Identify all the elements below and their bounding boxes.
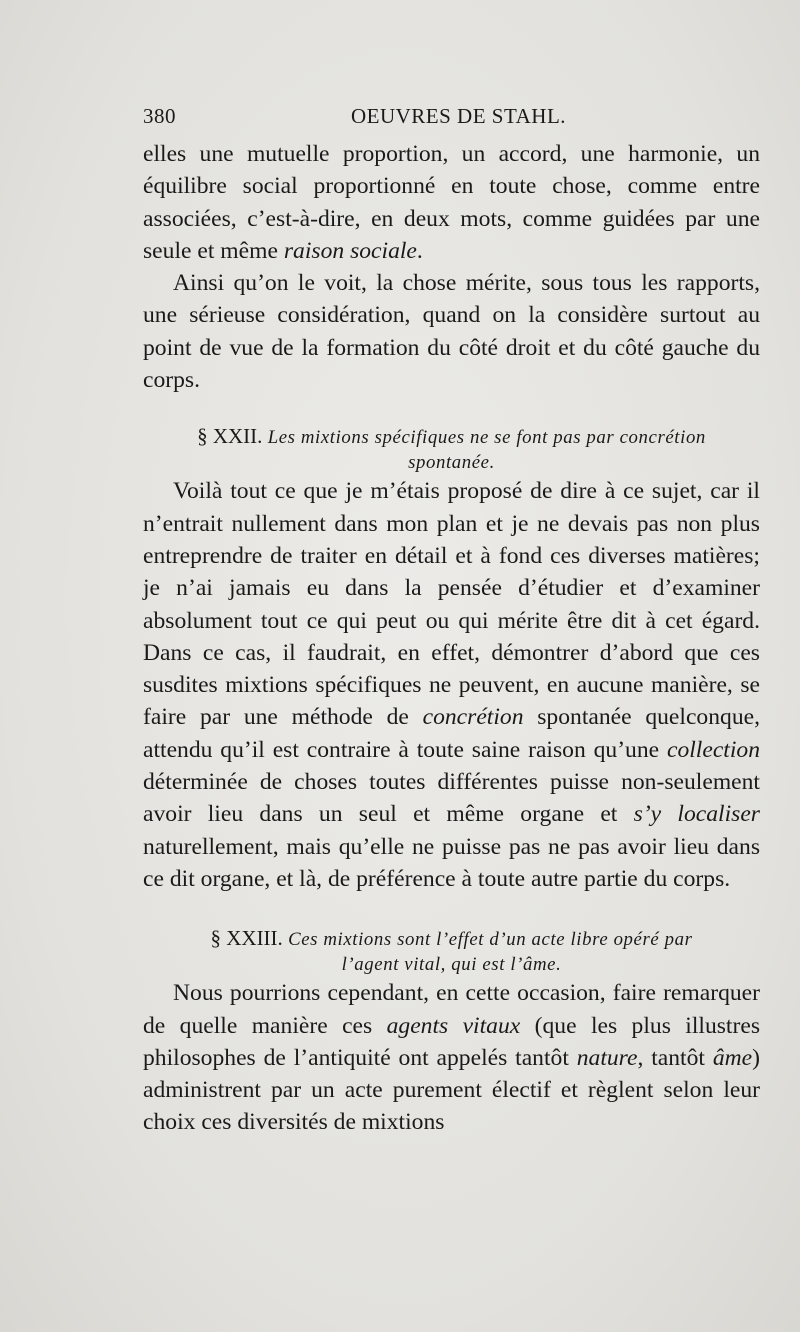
page-content	[143, 104, 760, 1139]
emphasis-concretion: concrétion	[422, 704, 524, 731]
section-title-continued: l’agent vital, qui est l’âme.	[341, 954, 562, 976]
paragraph-voila	[143, 475, 760, 895]
text-run: (que les plus illustres philosophes de l’antiquité ont appelés tantôt	[143, 1012, 760, 1071]
text-run: ) administrent par un acte purement électif et règlent selon leur choix ces diversités de mixtions	[143, 1044, 760, 1136]
section-heading-line	[143, 424, 760, 450]
emphasis-nature: nature	[576, 1044, 638, 1071]
running-title: OEUVRES DE STAHL.	[350, 104, 567, 128]
section-heading-xxii	[143, 424, 760, 475]
text-run: naturellement, mais qu’elle ne puisse pas ne pas avoir lieu dans ce dit organe, et là, de préférence à toute autre partie du corps.	[143, 833, 760, 892]
text-run: spontanée quelconque, attendu qu’il est contraire à toute saine raison qu’une	[143, 704, 760, 763]
paragraph-nous-pourrions	[143, 977, 760, 1138]
text-run: déterminée de choses toutes différentes puisse non-seulement avoir lieu dans un seul et même organe et	[143, 769, 760, 828]
paragraph-ainsi	[143, 267, 760, 396]
text-run: , tantôt	[637, 1044, 713, 1071]
text-run: elles une mutuelle proportion, un accord, une harmonie, un équilibre social proportionné en toute chose, comme entre associées, c’est-à-dire, en deux mots, comme guidées par une seule et même	[143, 141, 760, 264]
section-number: § XXII.	[197, 424, 263, 449]
paragraph-continued	[143, 138, 760, 267]
running-header	[143, 104, 760, 138]
emphasis-raison-sociale: raison sociale	[283, 237, 417, 264]
page-number: 380	[143, 104, 176, 128]
emphasis-agents-vitaux: agents vitaux	[386, 1012, 521, 1039]
section-heading-xxiii	[143, 926, 760, 977]
emphasis-collection: collection	[666, 736, 760, 763]
text-run: Ainsi qu’on le voit, la chose mérite, sous tous les rapports, une sérieuse considération, quand on la considère surtout au point de vue de la formation du côté droit et du côté gauche du corps.	[143, 270, 760, 394]
section-number: § XXIII.	[210, 926, 283, 951]
emphasis-sy-localiser: s’y localiser	[633, 801, 760, 828]
text-run: Voilà tout ce que je m’étais proposé de dire à ce sujet, car il n’entrait nullement dans mon plan et je ne devais pas non plus entreprendre de traiter en détail et à fond ces diverses matières; je n’ai jamais eu dans la pensée d’étudier et d’examiner absolument tout ce qui peut ou qui mérite être dit à cet égard. Dans ce cas, il faudrait, en effet, démontrer d’abord que ces susdites mixtions spécifiques ne peuvent, en aucune manière, se faire par une méthode de	[143, 478, 760, 731]
section-title-continued: spontanée.	[408, 452, 495, 474]
text-run: Nous pourrions cependant, en cette occasion, faire remarquer de quelle manière ces	[143, 980, 760, 1039]
text-run: .	[416, 237, 423, 264]
section-heading-line	[143, 926, 760, 952]
section-title: Ces mixtions sont l’effet d’un acte libre opéré par	[288, 929, 693, 951]
section-title: Les mixtions spécifiques ne se font pas par concrétion	[267, 427, 706, 449]
emphasis-ame: âme	[712, 1044, 753, 1071]
